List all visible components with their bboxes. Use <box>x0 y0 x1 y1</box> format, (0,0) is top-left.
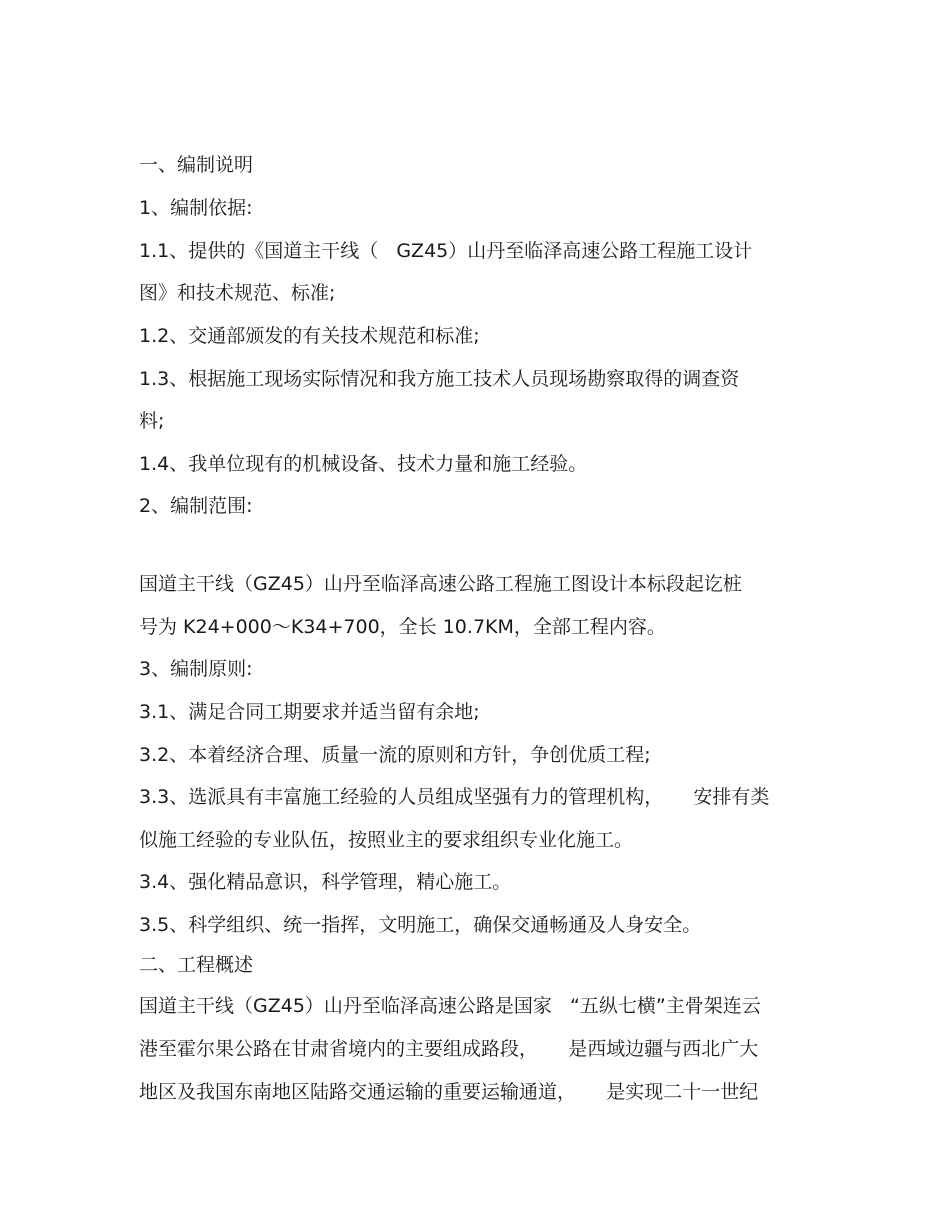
section-heading-1: 一、编制说明 <box>139 154 254 176</box>
paragraph-line: 3.4、强化精品意识，科学管理，精心施工。 <box>139 871 512 893</box>
paragraph-line: 号为 K24+000～K34+700，全长 10.7KM，全部工程内容。 <box>139 616 666 638</box>
paragraph-line: 1.3、根据施工现场实际情况和我方施工技术人员现场勘察取得的调查资 <box>139 368 740 390</box>
paragraph-line: 3.3、选派具有丰富施工经验的人员组成坚强有力的管理机构， 安排有类 <box>139 786 770 808</box>
paragraph-line: 国道主干线（GZ45）山丹至临泽高速公路工程施工图设计本标段起讫桩 <box>139 573 742 595</box>
subheading-compile-basis: 1、编制依据: <box>139 197 253 219</box>
paragraph-line: 图》和技术规范、标准; <box>139 282 336 304</box>
paragraph-line: 港至霍尔果公路在甘肃省境内的主要组成路段， 是西域边疆与西北广大 <box>139 1038 759 1060</box>
paragraph-line: 1.1、提供的《国道主干线（ GZ45）山丹至临泽高速公路工程施工设计 <box>139 240 753 262</box>
paragraph-line: 1.2、交通部颁发的有关技术规范和标准; <box>139 325 480 347</box>
paragraph-line: 国道主干线（GZ45）山丹至临泽高速公路是国家 “五纵七横”主骨架连云 <box>139 995 761 1017</box>
subheading-compile-principles: 3、编制原则: <box>139 658 253 680</box>
paragraph-line: 地区及我国东南地区陆路交通运输的重要运输通道， 是实现二十一世纪 <box>139 1081 759 1103</box>
paragraph-line: 料; <box>139 410 165 432</box>
paragraph-line: 1.4、我单位现有的机械设备、技术力量和施工经验。 <box>139 453 588 475</box>
paragraph-line: 3.1、满足合同工期要求并适当留有余地; <box>139 701 480 723</box>
section-heading-2: 二、工程概述 <box>139 954 254 976</box>
subheading-compile-scope: 2、编制范围: <box>139 495 253 517</box>
paragraph-line: 3.5、科学组织、统一指挥，文明施工，确保交通畅通及人身安全。 <box>139 914 702 936</box>
paragraph-line: 似施工经验的专业队伍，按照业主的要求组织专业化施工。 <box>139 829 634 851</box>
paragraph-line: 3.2、本着经济合理、质量一流的原则和方针，争创优质工程; <box>139 744 651 766</box>
